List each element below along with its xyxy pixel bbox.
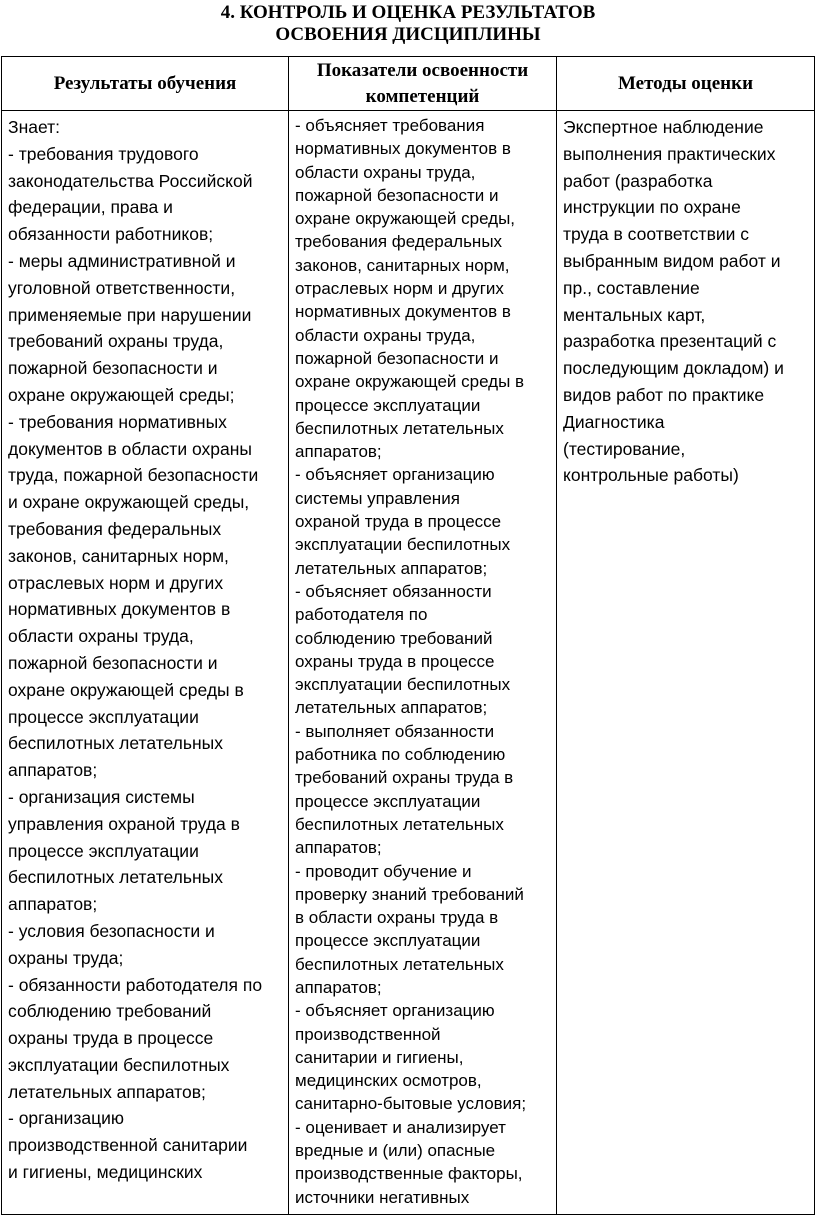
text-line: охране окружающей среды в — [8, 679, 244, 700]
text-line: требования федеральных — [295, 232, 503, 252]
text-line: санитарно-бытовые условия; — [295, 1094, 527, 1114]
cell-assessment-methods — [557, 111, 815, 1215]
header-assessment-methods: Методы оценки — [557, 57, 815, 111]
text-line: процессе эксплуатации — [8, 840, 199, 861]
text-line: контрольные работы) — [563, 465, 739, 486]
text-line: охране окружающей среды, — [295, 209, 516, 229]
text-line: - условия безопасности и — [8, 920, 215, 941]
text-line: выполнения практических — [563, 143, 776, 164]
text-line: беспилотных летательных — [8, 733, 224, 754]
text-line: федерации, права и — [8, 197, 173, 218]
text-line: аппаратов; — [295, 977, 382, 997]
text-line: нормативных документов в — [295, 302, 511, 322]
text-line: законов, санитарных норм, — [295, 255, 510, 275]
text-line: пожарной безопасности и — [8, 652, 218, 673]
text-line: требований охраны труда в — [295, 768, 514, 788]
text-line: пожарной безопасности и — [295, 185, 499, 205]
text-line: работодателя по — [295, 605, 428, 625]
text-line: пр., составление — [563, 277, 700, 298]
text-line: пожарной безопасности и — [8, 358, 218, 379]
text-line: работника по соблюдению — [295, 745, 506, 765]
text-line: Диагностика — [563, 411, 665, 432]
text-line: - выполняет обязанности — [295, 721, 495, 741]
text-line: требований охраны труда, — [8, 331, 224, 352]
text-line: - объясняет организацию — [295, 1001, 495, 1021]
text-line: и гигиены, медицинских — [8, 1162, 203, 1183]
text-line: медицинских осмотров, — [295, 1071, 482, 1091]
text-line: - объясняет обязанности — [295, 581, 492, 601]
text-line: нормативных документов в — [295, 139, 511, 159]
text-line: источники негативных — [295, 1187, 470, 1207]
table-header-row — [2, 57, 815, 111]
text-line: охраны труда в процессе — [8, 1028, 214, 1049]
text-line: пожарной безопасности и — [295, 348, 499, 368]
text-line: труда, пожарной безопасности — [8, 465, 259, 486]
text-line: процессе эксплуатации — [8, 706, 199, 727]
header-competence-indicators: Показатели освоенности компетенций — [289, 57, 557, 111]
assessment-table — [1, 56, 815, 1215]
text-line: - меры административной и — [8, 250, 236, 271]
text-line: обязанности работников; — [8, 224, 214, 245]
text-line: процессе эксплуатации — [295, 791, 481, 811]
learning-results-text — [8, 114, 282, 1186]
text-line: - организацию — [8, 1108, 125, 1129]
text-line: нормативных документов в — [8, 599, 231, 620]
text-line: аппаратов; — [8, 894, 98, 915]
text-line: летательных аппаратов; — [8, 1081, 206, 1102]
text-line: выбранным видом работ и — [563, 250, 781, 271]
text-line: охране окружающей среды в — [295, 372, 525, 392]
text-line: летательных аппаратов; — [295, 558, 488, 578]
text-line: охраны труда в процессе — [295, 651, 495, 671]
text-line: летательных аппаратов; — [295, 698, 488, 718]
text-line: уголовной ответственности, — [8, 277, 236, 298]
text-line: - объясняет организацию — [295, 465, 495, 485]
text-line: процессе эксплуатации — [295, 931, 481, 951]
text-line: вредные и (или) опасные — [295, 1141, 496, 1161]
text-line: отраслевых норм и других — [8, 572, 224, 593]
text-line: эксплуатации беспилотных — [295, 535, 511, 555]
text-line: беспилотных летательных — [295, 814, 504, 834]
text-line: эксплуатации беспилотных — [8, 1054, 230, 1075]
text-line: - организация системы — [8, 786, 195, 807]
text-line: беспилотных летательных — [295, 954, 504, 974]
text-line: производственной санитарии — [8, 1135, 248, 1156]
text-line: аппаратов; — [295, 838, 382, 858]
text-line: процессе эксплуатации — [295, 395, 481, 415]
text-line: охране окружающей среды; — [8, 384, 235, 405]
text-line: аппаратов; — [295, 442, 382, 462]
text-line: законодательства Российской — [8, 170, 253, 191]
text-line: разработка презентаций с — [563, 331, 777, 352]
table-row — [2, 111, 815, 1215]
text-line: проверку знаний требований — [295, 884, 524, 904]
page-title-line-2: ОСВОЕНИЯ ДИСЦИПЛИНЫ — [275, 24, 541, 45]
text-line: соблюдению требований — [8, 1001, 212, 1022]
text-line: охраной труда в процессе — [295, 512, 502, 532]
text-line: соблюдению требований — [295, 628, 493, 648]
text-line: - оценивает и анализирует — [295, 1117, 506, 1137]
text-line: области охраны труда, — [295, 325, 476, 345]
competence-indicators-text — [295, 114, 550, 1209]
text-line: применяемые при нарушении — [8, 304, 252, 325]
text-line: - объясняет требования — [295, 116, 485, 135]
text-line: производственные факторы, — [295, 1164, 523, 1184]
text-line: последующим докладом) и — [563, 358, 784, 379]
text-line: ментальных карт, — [563, 304, 706, 325]
text-line: (тестирование, — [563, 438, 686, 459]
page-title-line-1: 4. КОНТРОЛЬ И ОЦЕНКА РЕЗУЛЬТАТОВ — [220, 2, 596, 23]
text-line: документов в области охраны — [8, 438, 252, 459]
text-line: системы управления — [295, 488, 460, 508]
text-line: видов работ по практике — [563, 384, 765, 405]
text-line: - проводит обучение и — [295, 861, 472, 881]
text-line: управления охраной труда в — [8, 813, 240, 834]
text-line: труда в соответствии с — [563, 224, 750, 245]
text-line: области охраны труда, — [8, 626, 194, 647]
text-line: Знает: — [8, 117, 60, 137]
text-line: охраны труда; — [8, 947, 124, 968]
assessment-methods-text — [563, 114, 808, 489]
text-line: - обязанности работодателя по — [8, 974, 263, 995]
cell-learning-results — [2, 111, 289, 1215]
text-line: эксплуатации беспилотных — [295, 675, 511, 695]
text-line: инструкции по охране — [563, 197, 741, 218]
text-line: санитарии и гигиены, — [295, 1047, 464, 1067]
text-line: - требования нормативных — [8, 411, 227, 432]
cell-competence-indicators — [289, 111, 557, 1215]
text-line: Экспертное наблюдение — [563, 117, 764, 137]
text-line: отраслевых норм и других — [295, 279, 504, 299]
text-line: беспилотных летательных — [295, 418, 504, 438]
text-line: области охраны труда, — [295, 162, 476, 182]
text-line: требования федеральных — [8, 518, 222, 539]
page-title — [0, 2, 816, 46]
text-line: и охране окружающей среды, — [8, 492, 250, 513]
text-line: работ (разработка — [563, 170, 713, 191]
header-learning-results: Результаты обучения — [2, 57, 289, 111]
text-line: законов, санитарных норм, — [8, 545, 229, 566]
text-line: производственной — [295, 1024, 441, 1044]
text-line: беспилотных летательных — [8, 867, 224, 888]
text-line: в области охраны труда в — [295, 908, 499, 928]
text-line: - требования трудового — [8, 143, 199, 164]
text-line: аппаратов; — [8, 760, 98, 781]
